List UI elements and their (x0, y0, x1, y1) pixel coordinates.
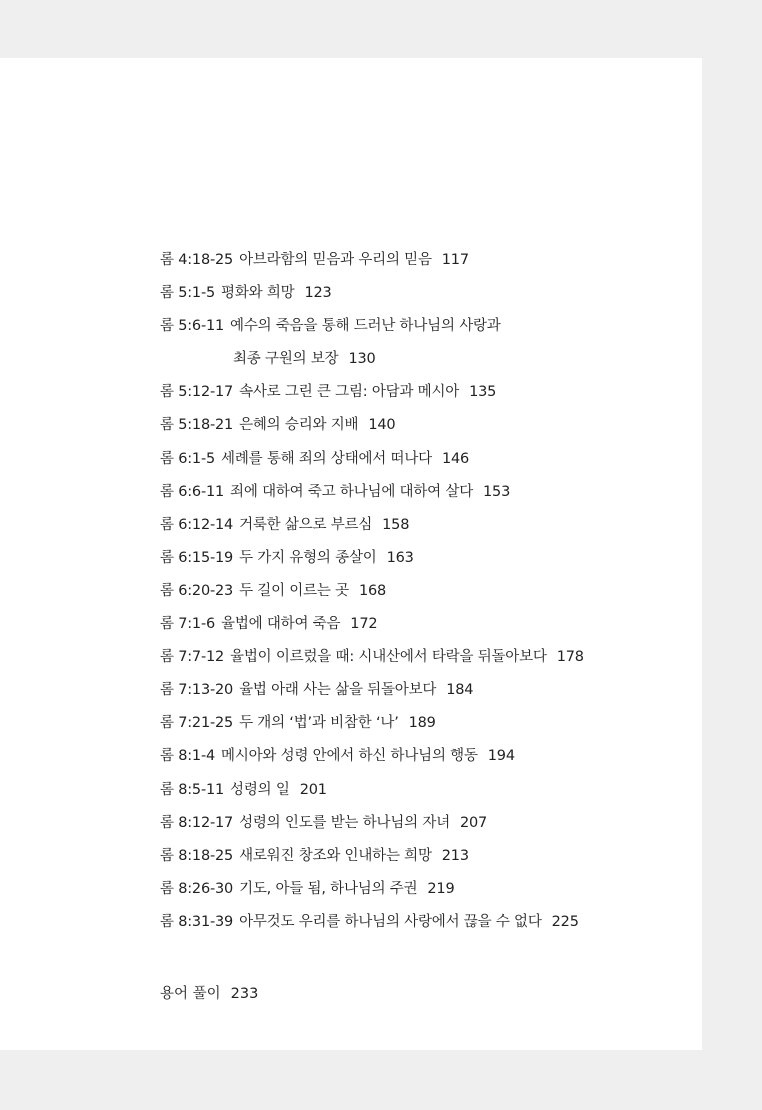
toc-entry-page: 123 (304, 285, 332, 302)
toc-entry (160, 246, 680, 279)
toc-entry-page: 130 (348, 351, 376, 368)
toc-entry (160, 312, 680, 345)
toc-entry-reference: 롬 8:31-39 (160, 913, 234, 930)
toc-entry-page: 168 (358, 582, 387, 599)
toc-entry-reference: 롬 6:1-5 (160, 450, 216, 467)
toc-entry (160, 478, 680, 511)
toc-entry-reference: 롬 8:1-4 (160, 748, 216, 765)
toc-entry-title: 기도, 아들 됨, 하나님의 주권 (239, 880, 418, 897)
toc-entry-title: 새로워진 창조와 인내하는 희망 (239, 847, 432, 864)
toc-entry (160, 577, 680, 610)
toc-entry-reference: 롬 6:15-19 (160, 549, 234, 566)
toc-entry-page: 189 (408, 715, 436, 732)
toc-entry-page: 135 (469, 384, 497, 401)
toc-entry-title: 아무것도 우리를 하나님의 사랑에서 끊을 수 없다 (239, 913, 542, 930)
toc-entry-title: 율법 아래 사는 삶을 뒤돌아보다 (239, 682, 437, 699)
toc-entry (160, 411, 680, 444)
toc-entry (160, 809, 680, 842)
toc-entry-page: 201 (299, 781, 327, 798)
toc-entry-reference: 롬 7:1-6 (160, 616, 216, 633)
toc-entry-title: 율법에 대하여 죽음 (221, 616, 341, 633)
toc-entry (160, 378, 680, 411)
toc-entry-page: 140 (368, 417, 396, 434)
toc-entry-title: 성령의 인도를 받는 하나님의 자녀 (239, 814, 450, 831)
toc-entry (160, 676, 680, 709)
toc-entry (160, 709, 680, 742)
toc-entry-page: 184 (446, 682, 474, 699)
toc-entry-reference: 롬 5:12-17 (160, 384, 234, 401)
toc-entry-page: 213 (441, 847, 469, 864)
toc-entry-title: 은혜의 승리와 지배 (239, 417, 359, 434)
toc-entry-title: 두 개의 ‘법’과 비참한 ‘나’ (239, 715, 399, 732)
toc-entry-page: 172 (350, 616, 378, 633)
toc-entry-page: 153 (483, 483, 511, 500)
toc-entry-page: 158 (382, 516, 410, 533)
toc-entry-title: 예수의 죽음을 통해 드러난 하나님의 사랑과 (230, 318, 501, 335)
toc-entry-reference: 롬 8:5-11 (160, 781, 225, 798)
toc-entry-title: 속사로 그린 큰 그림: 아담과 메시아 (239, 384, 460, 401)
toc-entry-reference: 롬 4:18-25 (160, 252, 234, 268)
toc-entry (160, 544, 680, 577)
toc-entry-page: 117 (441, 252, 469, 268)
toc-entry-page: 225 (551, 913, 579, 930)
toc-entry-title: 평화와 희망 (221, 285, 295, 302)
toc-entry-title: 율법이 이르렀을 때: 시내산에서 타락을 뒤돌아보다 (230, 649, 547, 666)
toc-entry-title: 죄에 대하여 죽고 하나님에 대하여 살다 (230, 483, 474, 500)
toc-entry-reference: 롬 7:13-20 (160, 682, 234, 699)
toc-entry-reference: 롬 8:26-30 (160, 880, 234, 897)
toc-entry (160, 776, 680, 809)
toc-entry-page: 163 (386, 549, 414, 566)
toc-entry-page: 207 (460, 814, 488, 831)
toc-entry-reference: 롬 6:6-11 (160, 483, 225, 500)
toc-entry-title: 아브라함의 믿음과 우리의 믿음 (239, 252, 432, 268)
toc-entry-title: 최종 구원의 보장 (233, 351, 339, 368)
toc-entry (160, 643, 680, 676)
toc-entry-reference: 롬 6:12-14 (160, 516, 234, 533)
toc-entry-title: 메시아와 성령 안에서 하신 하나님의 행동 (221, 748, 478, 765)
toc-entry-title: 두 가지 유형의 종살이 (239, 549, 377, 566)
toc-entry-page: 194 (487, 748, 515, 765)
table-of-contents (160, 246, 680, 941)
glossary-entry (160, 980, 258, 1008)
toc-entry-page: 146 (441, 450, 470, 467)
toc-entry-reference: 롬 5:18-21 (160, 417, 234, 434)
toc-entry-reference: 롬 6:20-23 (160, 582, 234, 599)
toc-entry-reference: 롬 8:18-25 (160, 847, 234, 864)
toc-entry (160, 610, 680, 643)
toc-entry-reference: 롬 7:7-12 (160, 649, 225, 666)
toc-entry-page: 219 (427, 880, 455, 897)
toc-entry (160, 842, 680, 875)
toc-entry-reference: 롬 5:6-11 (160, 318, 225, 335)
toc-entry (160, 908, 680, 941)
toc-entry-title: 성령의 일 (230, 781, 290, 798)
toc-entry-reference: 롬 8:12-17 (160, 814, 234, 831)
toc-entry (160, 511, 680, 544)
toc-entry-title: 거룩한 삶으로 부르심 (239, 516, 373, 533)
toc-entry-continuation (160, 345, 680, 378)
toc-entry (160, 279, 680, 312)
toc-entry (160, 445, 680, 478)
toc-entry-reference: 롬 5:1-5 (160, 285, 216, 302)
toc-entry (160, 875, 680, 908)
toc-entry-title: 두 길이 이르는 곳 (239, 582, 349, 599)
toc-entry-reference: 롬 7:21-25 (160, 715, 234, 732)
toc-entry-page: 178 (556, 649, 584, 666)
glossary-page: 233 (230, 986, 259, 1002)
toc-entry-title: 세례를 통해 죄의 상태에서 떠나다 (221, 450, 432, 467)
glossary-title: 용어 풀이 (160, 986, 221, 1002)
toc-entry (160, 742, 680, 775)
